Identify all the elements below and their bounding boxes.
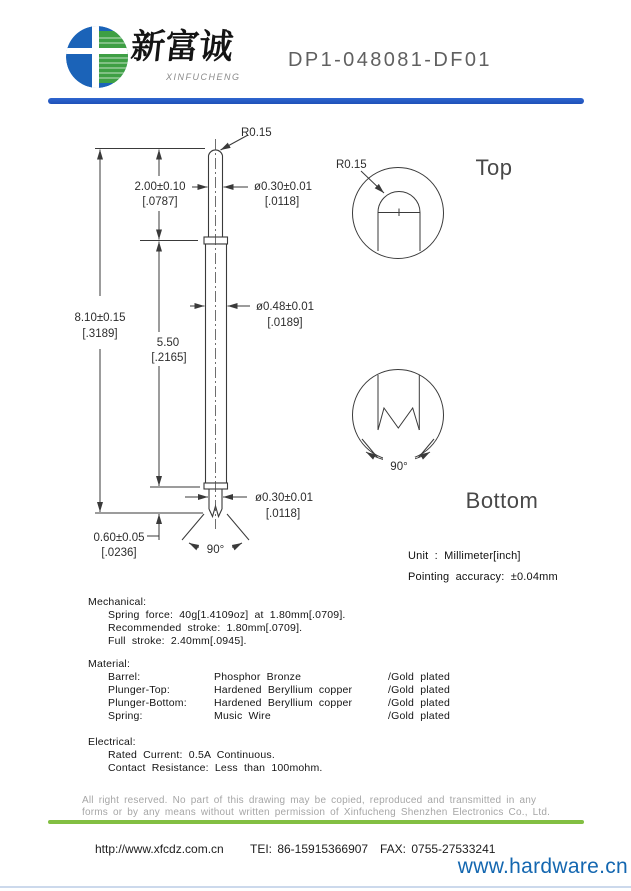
mechanical-title: Mechanical: [88,596,147,608]
material-part: Barrel: [108,671,141,683]
dim-overall-len-inch: [.3189] [82,328,118,340]
dim-top-plunger-dia: ø0.30±0.01 [253,181,313,193]
part-number: DP1-048081-DF01 [288,49,492,71]
spec-line: Contact Resistance: Less than 100mohm. [108,762,323,774]
top-detail-view [353,168,444,259]
bottom-detail-view [353,370,444,462]
material-section [88,658,450,723]
material-row [88,684,450,697]
hardware-portal-link: www.hardware.cn [457,855,628,878]
dim-tip-radius: R0.15 [241,127,272,139]
mechanical-section [88,596,346,648]
material-plating: /Gold plated [388,710,451,722]
dim-barrel-len: 5.50 [156,337,180,349]
dim-bottom-plunger-len-inch: [.0236] [101,547,137,559]
material-row [88,697,450,710]
material-plating: /Gold plated [388,684,451,696]
electrical-section [88,736,323,775]
copyright-notice [82,795,550,818]
detail-tip-radius-label: R0.15 [336,159,367,171]
dim-top-plunger-len: 2.00±0.10 [134,181,186,193]
material-name: Hardened Beryllium copper [214,697,353,709]
footer-divider [48,820,584,824]
website-url: http://www.xfcdz.com.cn [95,842,224,856]
dim-top-plunger-dia-inch: [.0118] [264,196,300,208]
dim-barrel-len-inch: [.2165] [151,352,187,364]
dimension-labels [74,127,314,559]
copyright-line: forms or by any means without written permission of Xinfucheng Shenzhen Electronics Co., Ltd. [82,806,551,818]
fax-number: FAX: 0755-27533241 [380,842,496,856]
material-part: Plunger-Bottom: [108,697,187,709]
material-name: Music Wire [214,710,271,722]
brand-chinese: 新富诚 [129,28,235,66]
dim-barrel-dia-inch: [.0189] [267,317,303,329]
material-plating: /Gold plated [388,697,451,709]
bottom-view-label: Bottom [465,488,539,513]
brand-english: XINFUCHENG [166,72,241,82]
material-name: Phosphor Bronze [214,671,302,683]
material-part: Spring: [108,710,143,722]
dim-bottom-plunger-dia: ø0.30±0.01 [254,492,314,504]
unit-note [408,546,558,588]
spec-line: Full stroke: 2.40mm[.0945]. [108,635,247,647]
material-title: Material: [88,658,131,670]
material-name: Hardened Beryllium copper [214,684,353,696]
copyright-line: All right reserved. No part of this drawing may be copied, reproduced and transmitted in any [82,795,537,806]
dim-bottom-plunger-dia-inch: [.0118] [265,508,301,520]
material-plating: /Gold plated [388,671,451,683]
dim-tip-angle: 90° [206,544,225,556]
tel-number: TEI: 86-15915366907 [250,842,369,856]
detail-tip-angle-label: 90° [390,461,408,473]
dim-bottom-plunger-len: 0.60±0.05 [93,532,145,544]
unit-line: Unit : Millimeter[inch] [408,550,521,562]
dim-top-plunger-len-inch: [.0787] [142,196,178,208]
dim-overall-len: 8.10±0.15 [74,312,126,324]
pointing-accuracy-line: Pointing accuracy: ±0.04mm [408,571,558,583]
top-view-label: Top [475,155,513,180]
page-bottom-edge [0,886,631,888]
dim-barrel-dia: ø0.48±0.01 [255,301,315,313]
material-row [88,671,450,684]
electrical-title: Electrical: [88,736,136,748]
spec-line: Recommended stroke: 1.80mm[.0709]. [108,622,303,634]
spec-line: Spring force: 40g[1.4109oz] at 1.80mm[.0709]. [108,609,346,621]
material-part: Plunger-Top: [108,684,170,696]
material-row [88,710,450,723]
spec-line: Rated Current: 0.5A Continuous. [108,749,275,761]
